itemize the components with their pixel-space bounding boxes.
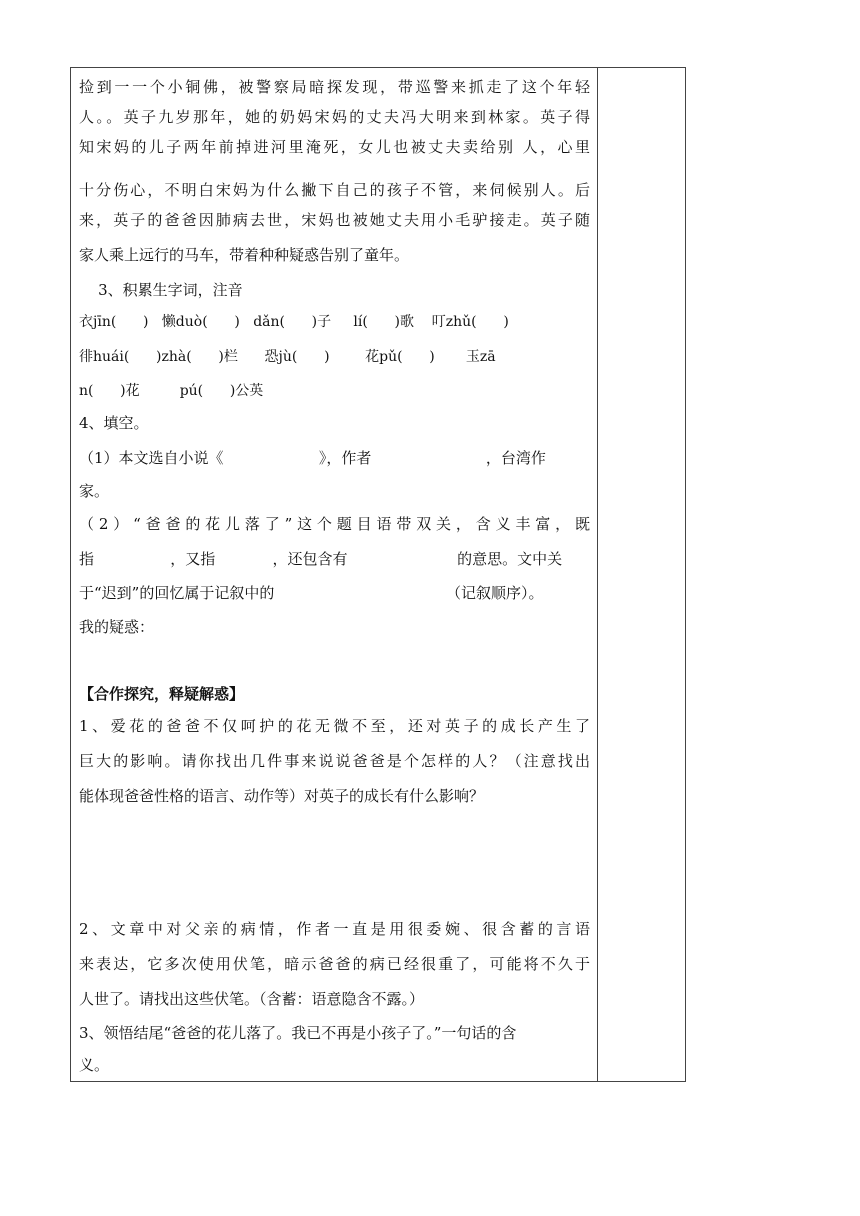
text-line: 来，英子的爸爸因肺病去世，宋妈也被她丈夫用小毛驴接走。英子随 <box>79 211 590 229</box>
fill-blank-line: 指 ，又指 ，还包含有 的意思。文中关 <box>79 550 563 568</box>
text-line: 人。。英子九岁那年，她的奶妈宋妈的丈夫冯大明来到林家。英子得 <box>79 108 590 126</box>
pinyin-line: 衣jīn( ) 懒duò( ) dǎn( )子 lí( )歌 叮zhǔ( ) <box>79 314 509 330</box>
fill-blank-line: （2）“爸爸的花儿落了”这个题目语带双关，含义丰富，既 <box>79 515 590 533</box>
text-line: 捡到一一个小铜佛，被警察局暗探发现，带巡警来抓走了这个年轻 <box>79 78 590 96</box>
section-title: 【合作探究，释疑解惑】 <box>79 685 245 703</box>
question-line: 1、爱花的爸爸不仅呵护的花无微不至，还对英子的成长产生了 <box>79 717 590 735</box>
pinyin-line: n( )花 pú( )公英 <box>79 383 264 399</box>
fill-blank-line: 家。 <box>79 482 110 500</box>
my-questions-label: 我的疑惑： <box>79 618 155 636</box>
question-line: 人世了。请找出这些伏笔。（含蓄：语意隐含不露。） <box>79 990 425 1008</box>
text-line: 家人乘上远行的马车，带着种种疑惑告别了童年。 <box>79 246 410 264</box>
pinyin-line: 徘huái( )zhà( )栏 恐jù( ) 花pǔ( ) 玉zā <box>79 349 496 365</box>
question-line: 能体现爸爸性格的语言、动作等）对英子的成长有什么影响？ <box>79 787 485 805</box>
text-line: 十分伤心，不明白宋妈为什么撇下自己的孩子不管，来伺候别人。后 <box>79 181 590 199</box>
question-line: 义。 <box>79 1056 110 1074</box>
question-line: 2、文章中对父亲的病情，作者一直是用很委婉、很含蓄的言语 <box>79 920 590 938</box>
question-line: 来表达，它多次使用伏笔，暗示爸爸的病已经很重了，可能将不久于 <box>79 955 590 973</box>
column-divider <box>597 67 598 1082</box>
section-heading: 4、填空。 <box>79 414 149 432</box>
fill-blank-line: 于“迟到”的回忆属于记叙中的 （记叙顺序）。 <box>79 584 544 602</box>
text-line: 知宋妈的儿子两年前掉进河里淹死，女儿也被丈夫卖给别 人，心里 <box>79 138 590 156</box>
question-line: 3、领悟结尾“爸爸的花儿落了。我已不再是小孩子了。”一句话的含 <box>79 1024 517 1042</box>
question-line: 巨大的影响。请你找出几件事来说说爸爸是个怎样的人？（注意找出 <box>79 752 590 770</box>
fill-blank-line: （1）本文选自小说《 》，作者 ，台湾作 <box>79 449 546 467</box>
section-heading: 3、积累生字词，注音 <box>79 281 243 299</box>
